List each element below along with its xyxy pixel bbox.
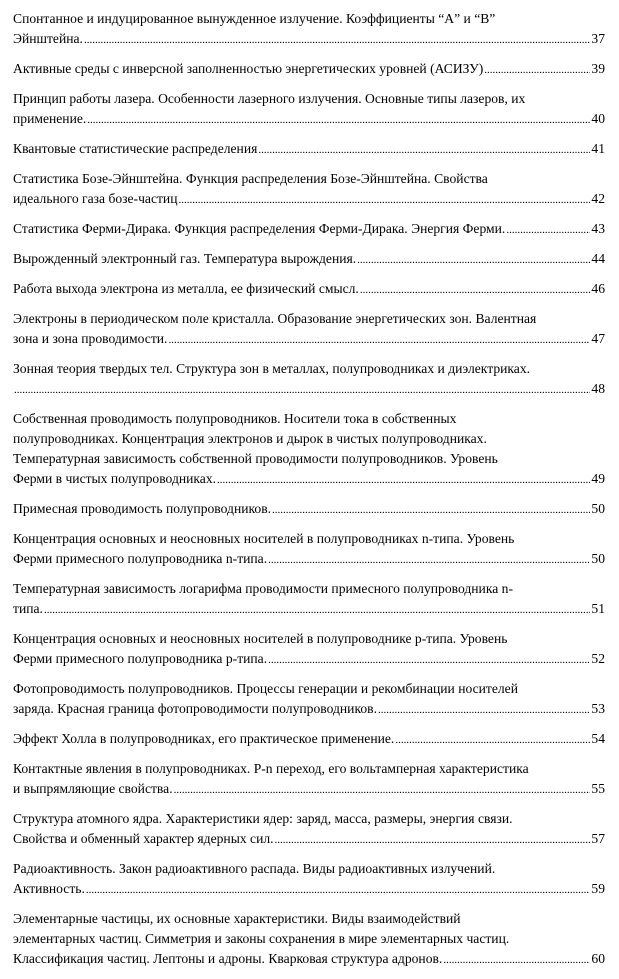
page-number: 50 [591, 501, 605, 516]
toc-entry-leader-line [13, 599, 605, 620]
toc-entry-leader-line [13, 109, 605, 130]
toc-entry-leader-line [13, 219, 605, 240]
toc-entry-leader-line [13, 189, 605, 210]
dot-leader [395, 730, 590, 750]
toc-entry[interactable] [13, 529, 605, 570]
dot-leader [484, 60, 590, 80]
toc-entry[interactable] [13, 499, 605, 520]
toc-entry[interactable] [13, 169, 605, 210]
dot-leader [506, 220, 590, 240]
toc-entry[interactable] [13, 759, 605, 800]
toc-entry[interactable] [13, 579, 605, 620]
toc-entry-title: заряда. Красная граница фотопроводимости полупроводников. [13, 701, 377, 716]
page-number: 44 [591, 251, 605, 266]
toc-entry-line: Температурная зависимость логарифма проводимости примесного полупроводника n- [13, 581, 513, 596]
toc-entry-leader-line [13, 279, 605, 300]
toc-entry-title: Ферми примесного полупроводника р-типа. [13, 651, 268, 666]
dot-leader [87, 110, 590, 130]
toc-entry-title: Ферми в чистых полупроводниках. [13, 471, 217, 486]
toc-entry-line: Элементарные частицы, их основные характеристики. Виды взаимодействий [13, 911, 461, 926]
toc-entry[interactable] [13, 249, 605, 270]
page-number: 47 [591, 331, 605, 346]
toc-entry[interactable] [13, 89, 605, 130]
toc-entry[interactable] [13, 859, 605, 900]
page-number: 54 [591, 731, 605, 746]
page-number: 49 [591, 471, 605, 486]
toc-entry[interactable] [13, 679, 605, 720]
page-number: 39 [591, 61, 605, 76]
dot-leader [360, 280, 591, 300]
toc-entry[interactable] [13, 629, 605, 670]
toc-entry[interactable] [13, 139, 605, 160]
toc-entry[interactable] [13, 309, 605, 350]
toc-entry[interactable] [13, 219, 605, 240]
dot-leader [84, 30, 590, 50]
dot-leader [44, 600, 590, 620]
toc-entry[interactable] [13, 59, 605, 80]
page-number: 41 [591, 141, 605, 156]
dot-leader [178, 190, 590, 210]
page-number: 50 [591, 551, 605, 566]
toc-entry-line: Температурная зависимость собственной проводимости полупроводников. Уровень [13, 451, 498, 466]
page-number: 37 [591, 31, 605, 46]
dot-leader [272, 500, 590, 520]
dot-leader [268, 650, 590, 670]
toc-entry-leader-line [13, 59, 605, 80]
toc-entry-title: и выпрямляющие свойства. [13, 781, 173, 796]
toc-entry-line: Статистика Бозе-Эйнштейна. Функция распределения Бозе-Эйнштейна. Свойства [13, 171, 488, 186]
dot-leader [14, 380, 590, 400]
toc-entry-leader-line [13, 829, 605, 850]
toc-entry-line: Радиоактивность. Закон радиоактивного распада. Виды радиоактивных излучений. [13, 861, 496, 876]
toc-entry-leader-line [13, 549, 605, 570]
page-number: 48 [591, 381, 605, 396]
toc-entry-leader-line [13, 139, 605, 160]
toc-entry-title: Примесная проводимость полупроводников. [13, 501, 272, 516]
toc-entry-leader-line [13, 329, 605, 350]
page-number: 59 [591, 881, 605, 896]
dot-leader [357, 250, 590, 270]
toc-entry-title: Классификация частиц. Лептоны и адроны. Кварковая структура адронов. [13, 951, 443, 966]
toc-entry-title: Вырожденный электронный газ. Температура вырождения. [13, 251, 357, 266]
page-number: 42 [591, 191, 605, 206]
toc-entry-leader-line [13, 249, 605, 270]
dot-leader [168, 330, 590, 350]
toc-entry-leader-line [13, 879, 605, 900]
toc-entry-line: полупроводниках. Концентрация электронов и дырок в чистых полупроводниках. [13, 431, 487, 446]
toc-entry[interactable] [13, 909, 605, 970]
dot-leader [378, 700, 590, 720]
toc-entry-title: Активные среды с инверсной заполненностью энергетических уровней (АСИЗУ) [13, 61, 484, 76]
toc-entry[interactable] [13, 359, 605, 400]
toc-entry-title: зона и зона проводимости. [13, 331, 168, 346]
toc-entry-title: идеального газа бозе-частиц [13, 191, 178, 206]
toc-entry[interactable] [13, 409, 605, 490]
page-number: 40 [591, 111, 605, 126]
dot-leader [268, 550, 590, 570]
toc-entry-leader-line [13, 779, 605, 800]
dot-leader [174, 780, 591, 800]
table-of-contents [13, 9, 605, 979]
toc-entry-line: Электроны в периодическом поле кристалла. Образование энергетических зон. Валентная [13, 311, 537, 326]
toc-entry-leader-line [13, 379, 605, 400]
toc-entry-line: Собственная проводимость полупроводников. Носители тока в собственных [13, 411, 457, 426]
toc-entry[interactable] [13, 279, 605, 300]
toc-entry-title: Эффект Холла в полупроводниках, его практическое применение. [13, 731, 395, 746]
toc-entry-line: Спонтанное и индуцированное вынужденное излучение. Коэффициенты “A” и “B” [13, 11, 496, 26]
dot-leader [258, 140, 590, 160]
page-number: 55 [591, 781, 605, 796]
toc-entry-title: Работа выхода электрона из металла, ее физический смысл. [13, 281, 359, 296]
toc-entry-line: Структура атомного ядра. Характеристики ядер: заряд, масса, размеры, энергия связи. [13, 811, 513, 826]
page-number: 52 [591, 651, 605, 666]
page-number: 53 [591, 701, 605, 716]
toc-entry-line: Фотопроводимость полупроводников. Процессы генерации и рекомбинации носителей [13, 681, 518, 696]
toc-entry-leader-line [13, 699, 605, 720]
toc-entry-leader-line [13, 949, 605, 970]
toc-entry-title: типа. [13, 601, 43, 616]
toc-entry-title: Активность. [13, 881, 85, 896]
toc-entry[interactable] [13, 809, 605, 850]
page-number: 46 [591, 281, 605, 296]
toc-entry-leader-line [13, 649, 605, 670]
dot-leader [217, 470, 590, 490]
dot-leader [443, 950, 590, 970]
toc-entry-leader-line [13, 729, 605, 750]
page-number: 51 [591, 601, 605, 616]
toc-entry-title: применение. [13, 111, 87, 126]
toc-entry-line: Контактные явления в полупроводниках. P-n переход, его вольтамперная характеристика [13, 761, 529, 776]
toc-entry[interactable] [13, 729, 605, 750]
toc-entry-leader-line [13, 29, 605, 50]
toc-entry[interactable] [13, 9, 605, 50]
toc-entry-title: Эйнштейна. [13, 31, 83, 46]
toc-entry-title: Ферми примесного полупроводника n-типа. [13, 551, 268, 566]
toc-entry-line: Зонная теория твердых тел. Структура зон в металлах, полупроводниках и диэлектриках. [13, 361, 531, 376]
toc-entry-title: Статистика Ферми-Дирака. Функция распределения Ферми-Дирака. Энергия Ферми. [13, 221, 506, 236]
page-number: 60 [591, 951, 605, 966]
dot-leader [86, 880, 591, 900]
toc-entry-leader-line [13, 499, 605, 520]
toc-entry-title: Свойства и обменный характер ядерных сил. [13, 831, 274, 846]
toc-entry-leader-line [13, 469, 605, 490]
toc-entry-title: Квантовые статистические распределения [13, 141, 258, 156]
page-number: 43 [591, 221, 605, 236]
page-number: 57 [591, 831, 605, 846]
toc-entry-line: Концентрация основных и неосновных носителей в полупроводнике р-типа. Уровень [13, 631, 508, 646]
toc-entry-line: Концентрация основных и неосновных носителей в полупроводниках n-типа. Уровень [13, 531, 515, 546]
dot-leader [275, 830, 591, 850]
toc-entry-line: Принцип работы лазера. Особенности лазерного излучения. Основные типы лазеров, их [13, 91, 526, 106]
toc-entry-line: элементарных частиц. Симметрия и законы сохранения в мире элементарных частиц. [13, 931, 510, 946]
